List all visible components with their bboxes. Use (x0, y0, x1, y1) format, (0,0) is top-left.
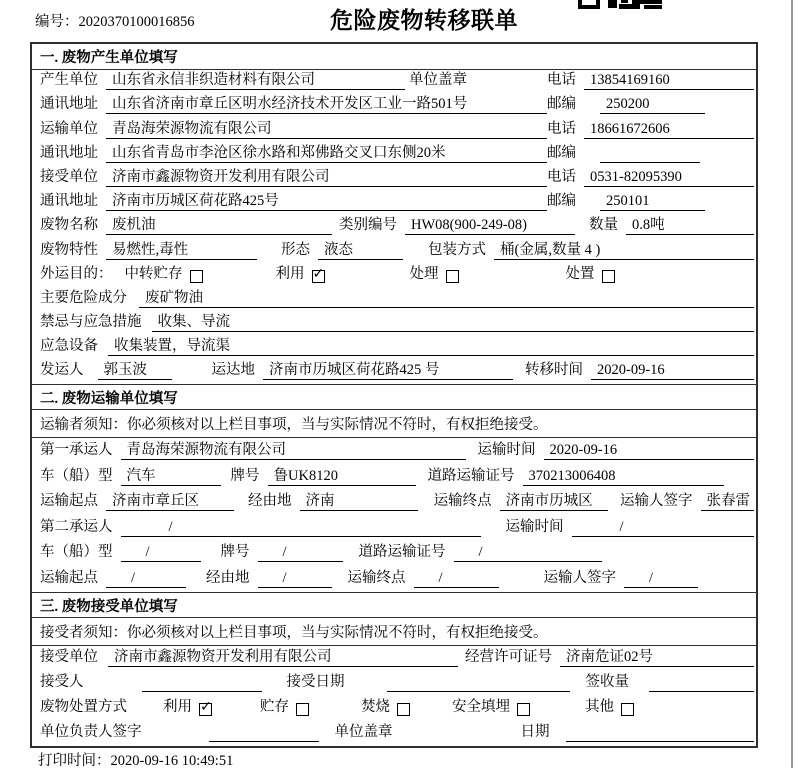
receive-person-row (32, 671, 756, 696)
manager-sign-value (209, 726, 319, 742)
permit-label: 经营许可证号 (465, 649, 552, 665)
shipper-value: 郭玉波 (98, 358, 172, 380)
produce-address-value: 山东省济南市章丘区明水经济技术开发区工业一路501号 (106, 92, 547, 114)
form-label: 形态 (281, 241, 310, 258)
serial-value: 2020370100016856 (78, 14, 195, 30)
transfer-time-value: 2020-09-16 (591, 362, 754, 380)
origin2-value: / (106, 570, 186, 588)
quantity-value: 0.8吨 (626, 213, 754, 235)
print-time (38, 749, 233, 768)
waste-property-row (32, 239, 756, 263)
section-3-header: 三. 废物接受单位填写 (32, 592, 756, 618)
disposal-option-storage: 贮存 (260, 695, 309, 717)
quantity-label: 数量 (589, 217, 618, 234)
purpose-option-treat: 处理 (410, 262, 459, 284)
receive-unit-row (32, 167, 756, 191)
destination-label: 运达地 (211, 362, 255, 379)
receive-date-label: 接受日期 (286, 674, 345, 690)
section-2-header: 二. 废物运输单位填写 (32, 384, 756, 410)
receiver-unit-label: 接受单位 (40, 649, 98, 665)
shipper-row (32, 360, 756, 384)
section-3-body (32, 646, 756, 746)
checkbox-unchecked-icon (190, 270, 203, 283)
waste-name-label: 废物名称 (40, 217, 98, 234)
vehicle-label: 车（船）型 (40, 544, 113, 561)
equipment-row (32, 336, 756, 360)
address-label: 通讯地址 (40, 144, 98, 161)
receiver-unit-value: 济南市鑫源物资开发利用有限公司 (108, 645, 458, 667)
disposal-option-landfill: 安全填埋 (452, 695, 530, 717)
amount-label: 签收量 (585, 674, 629, 690)
disposal-label: 废物处置方式 (40, 699, 127, 715)
zip-label: 邮编 (547, 193, 576, 210)
vehicle-label: 车（船）型 (40, 467, 113, 484)
via-label: 经由地 (248, 493, 292, 510)
transport-unit-label: 运输单位 (40, 120, 98, 137)
zip-label: 邮编 (547, 144, 576, 161)
carrier1-label: 第一承运人 (40, 442, 113, 459)
transporter-note: 运输者须知：你必须核对以上栏目事项，当与实际情况不符时，有权拒绝接受。 (32, 410, 756, 438)
purpose-label: 外运目的： (40, 265, 113, 282)
qr-finder-icon (578, 0, 600, 9)
receive-address-value: 济南市历城区荷花路425号 (106, 189, 547, 211)
carrier2-label: 第二承运人 (40, 518, 113, 535)
amount-value (649, 676, 754, 692)
disposal-option-utilize: 利用 ✓ (163, 699, 212, 715)
checkbox-unchecked-icon (602, 270, 615, 283)
person-label: 接受人 (40, 674, 84, 690)
transport-phone-value: 18661672606 (584, 121, 754, 139)
road-license2-value: / (454, 544, 602, 562)
receive-address-row (32, 191, 756, 215)
produce-zip-value: 250200 (600, 96, 705, 114)
sign2-value: / (624, 570, 698, 588)
route1-row (32, 490, 756, 516)
zip-label: 邮编 (547, 96, 576, 113)
page-title: 危险废物转移联单 (330, 8, 518, 33)
vehicle2-value: / (121, 544, 201, 562)
address-label: 通讯地址 (40, 193, 98, 210)
vehicle1-row (32, 464, 756, 490)
checkbox-unchecked-icon (397, 703, 410, 716)
transport-time-label: 运输时间 (505, 518, 564, 535)
purpose-row (32, 264, 756, 288)
destination-value: 济南市历城区荷花路425 号 (263, 358, 513, 380)
form-value: 液态 (318, 238, 403, 260)
vehicle1-value: 汽车 (121, 464, 221, 486)
section-1-header: 一. 废物产生单位填写 (32, 44, 756, 70)
produce-unit-value: 山东省永信非织造材料有限公司 (106, 68, 405, 90)
via-label: 经由地 (206, 570, 250, 586)
checkbox-checked-icon: ✓ (200, 699, 212, 715)
road-license-label: 道路运输证号 (358, 544, 446, 561)
transport-time2-value: / (572, 519, 755, 537)
packing-value: 桶(金属,数量 4 ) (494, 238, 754, 260)
document-header (0, 0, 796, 42)
sign1-value: 张春雷 (701, 489, 755, 511)
transport-zip-value (600, 147, 700, 163)
phone-label: 电话 (547, 168, 576, 185)
hazard-value: 废矿物油 (139, 286, 754, 308)
disposal-option-incinerate: 焚烧 (361, 695, 410, 717)
serial-label: 编号： (35, 14, 79, 30)
property-value: 易燃性,毒性 (106, 238, 257, 260)
plate-label: 牌号 (230, 467, 260, 484)
transport-unit-value: 青岛海荣源物流有限公司 (106, 117, 547, 139)
waste-name-row (32, 215, 756, 239)
manager-sign-row (32, 721, 756, 746)
category-code-value: HW08(900-249-08) (405, 217, 575, 235)
disposal-option-other: 其他 (585, 695, 634, 717)
transport-time1-value: 2020-09-16 (544, 442, 755, 460)
receive-unit-row-3 (32, 646, 756, 671)
terminal-label: 运输终点 (347, 570, 406, 586)
manifest-form (30, 42, 758, 748)
transfer-time-label: 转移时间 (525, 362, 583, 379)
produce-address-row (32, 94, 756, 118)
qr-code-fragment (578, 0, 664, 9)
packing-label: 包装方式 (428, 241, 486, 258)
receive-zip-value: 250101 (600, 193, 705, 211)
via2-value: / (258, 570, 332, 588)
phone-label: 电话 (547, 120, 576, 137)
sign-label: 运输人签字 (620, 493, 693, 510)
origin-label: 运输起点 (40, 570, 98, 586)
carrier2-value: / (121, 519, 481, 537)
category-label: 类别编号 (339, 217, 397, 234)
checkbox-unchecked-icon (446, 270, 459, 283)
via1-value: 济南 (300, 489, 418, 511)
sign-date-value (566, 726, 755, 742)
property-label: 废物特性 (40, 241, 98, 258)
origin1-value: 济南市章丘区 (106, 489, 234, 511)
purpose-option-utilize: 利用 ✓ (275, 265, 325, 282)
terminal1-value: 济南市历城区 (500, 489, 608, 511)
equipment-value: 收集装置，导流渠 (108, 334, 754, 356)
produce-unit-row (32, 70, 756, 94)
plate1-value: 鲁UK8120 (268, 464, 416, 486)
disposal-row (32, 696, 756, 721)
receive-unit-value: 济南市鑫源物资开发利用有限公司 (106, 165, 547, 187)
manager-sign-label: 单位负责人签字 (40, 724, 142, 740)
serial-number (35, 10, 195, 31)
road-license-label: 道路运输证号 (427, 467, 515, 484)
transport-address-row (32, 143, 756, 167)
page-edge-line (791, 0, 793, 768)
receive-unit-label: 接受单位 (40, 168, 98, 185)
road-license1-value: 370213006408 (523, 468, 725, 486)
transport-time-label: 运输时间 (477, 442, 536, 459)
produce-unit-label: 产生单位 (40, 72, 98, 89)
checkbox-unchecked-icon (621, 703, 634, 716)
checkbox-unchecked-icon (517, 703, 530, 716)
shipper-label: 发运人 (40, 362, 84, 379)
produce-phone-value: 13854169160 (584, 72, 754, 90)
vehicle2-row (32, 541, 756, 567)
receive-phone-value: 0531-82095390 (584, 169, 754, 187)
taboo-row (32, 312, 756, 336)
origin-label: 运输起点 (40, 493, 98, 510)
sign-date-label: 日期 (520, 724, 550, 740)
transport-address-value: 山东省青岛市李沧区徐水路和郑佛路交叉口东侧20米 (106, 141, 547, 163)
address-label: 通讯地址 (40, 96, 98, 113)
equipment-label: 应急设备 (40, 338, 98, 355)
route2-row (32, 566, 756, 592)
person-value (142, 676, 262, 692)
phone-label: 电话 (547, 72, 576, 89)
purpose-option-transfer-storage: 中转贮存 (125, 262, 203, 284)
unit-seal-label: 单位盖章 (409, 72, 467, 89)
carrier1-row (32, 438, 756, 464)
receive-date-value (387, 676, 570, 692)
taboo-value: 收集、导流 (152, 310, 755, 332)
transport-unit-row (32, 118, 756, 142)
purpose-option-dispose: 处置 (566, 262, 615, 284)
waste-name-value: 废机油 (106, 213, 332, 235)
unit-seal-label: 单位盖章 (334, 724, 393, 740)
print-time-value: 2020-09-16 10:49:51 (110, 753, 234, 768)
terminal2-value: / (414, 570, 499, 588)
hazard-row (32, 288, 756, 312)
permit-value: 济南危证02号 (560, 645, 754, 667)
section-2-body (32, 438, 756, 592)
plate2-value: / (258, 544, 343, 562)
print-time-label: 打印时间： (38, 753, 111, 768)
plate-label: 牌号 (220, 544, 250, 561)
checkbox-unchecked-icon (296, 703, 309, 716)
sign-label: 运输人签字 (543, 570, 616, 586)
taboo-label: 禁忌与应急措施 (40, 314, 142, 331)
checkbox-checked-icon: ✓ (312, 265, 325, 282)
receiver-note: 接受者须知：你必须核对以上栏目事项，当与实际情况不符时，有权拒绝接受。 (32, 618, 756, 646)
carrier2-row (32, 515, 756, 541)
hazard-label: 主要危险成分 (40, 289, 127, 306)
carrier1-value: 青岛海荣源物流有限公司 (121, 438, 466, 460)
terminal-label: 运输终点 (433, 493, 492, 510)
section-1-body (32, 70, 756, 384)
